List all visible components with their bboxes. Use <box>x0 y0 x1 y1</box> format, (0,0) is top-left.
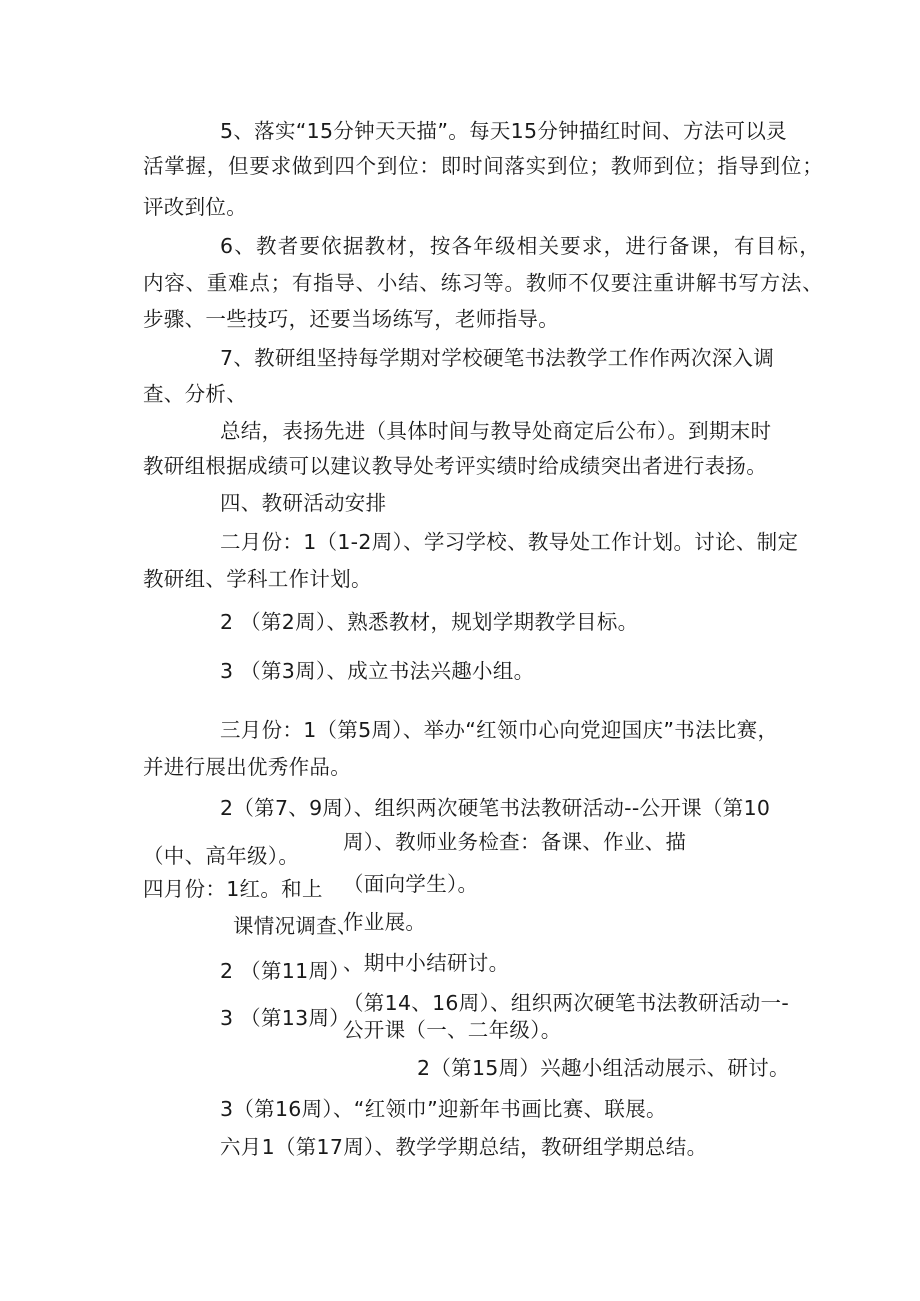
text-line: 活掌握，但要求做到四个到位：即时间落实到位；教师到位；指导到位； <box>143 154 823 178</box>
text-line: 2（第15周）兴趣小组活动展示、研讨。 <box>417 1056 790 1080</box>
text-line: 周）、教师业务检查：备课、作业、描 <box>343 830 687 854</box>
text-line: （中、高年级）。 <box>143 844 300 868</box>
text-line: 6、教者要依据教材，按各年级相关要求，进行备课，有目标， <box>220 234 820 258</box>
text-line: 、期中小结研讨。 <box>343 951 510 975</box>
text-line: 作业展。 <box>343 910 427 934</box>
text-line: 2 （第11周） <box>220 959 351 983</box>
text-line: 并进行展出优秀作品。 <box>143 755 351 779</box>
text-line: 课情况调查、 <box>233 914 358 938</box>
text-line: 查、分析、 <box>143 382 247 406</box>
text-line: 教研组根据成绩可以建议教导处考评实绩时给成绩突出者进行表扬。 <box>143 454 767 478</box>
text-line: 3 （第13周） <box>220 1006 351 1030</box>
text-line: 2 （第2周）、熟悉教材，规划学期教学目标。 <box>220 610 639 634</box>
text-line: 步骤、一些技巧，还要当场练写，老师指导。 <box>143 307 559 331</box>
text-line: （第14、16周）、组织两次硬笔书法教研活动一- <box>343 991 790 1015</box>
text-line: 内容、重难点；有指导、小结、练习等。教师不仅要注重讲解书写方法、 <box>143 271 823 295</box>
text-line: 总结，表扬先进（具体时间与教导处商定后公布）。到期末时 <box>220 419 772 443</box>
text-line: 四月份：1红。和上 <box>143 877 323 901</box>
text-line: 7、教研组坚持每学期对学校硬笔书法教学工作作两次深入调 <box>220 346 775 370</box>
text-line: 2（第7、9周）、组织两次硬笔书法教研活动--公开课（第10 <box>220 796 771 820</box>
text-line: 3（第16周）、“红领巾”迎新年书画比赛、联展。 <box>220 1097 667 1121</box>
section-heading: 四、教研活动安排 <box>220 491 387 515</box>
text-line: 公开课（一、二年级）。 <box>343 1018 562 1042</box>
text-line: 3 （第3周）、成立书法兴趣小组。 <box>220 659 535 683</box>
text-line: （面向学生）。 <box>343 872 479 896</box>
text-line: 六月1（第17周）、教学学期总结，教研组学期总结。 <box>220 1135 708 1159</box>
text-line: 三月份：1（第5周）、举办“红领巾心向党迎国庆”书法比赛， <box>220 718 779 742</box>
text-line: 评改到位。 <box>143 195 247 219</box>
text-line: 教研组、学科工作计划。 <box>143 567 372 591</box>
text-line: 5、落实“15分钟天天描”。每天15分钟描红时间、方法可以灵 <box>220 119 787 143</box>
text-line: 二月份：1（1-2周）、学习学校、教导处工作计划。讨论、制定 <box>220 530 799 554</box>
